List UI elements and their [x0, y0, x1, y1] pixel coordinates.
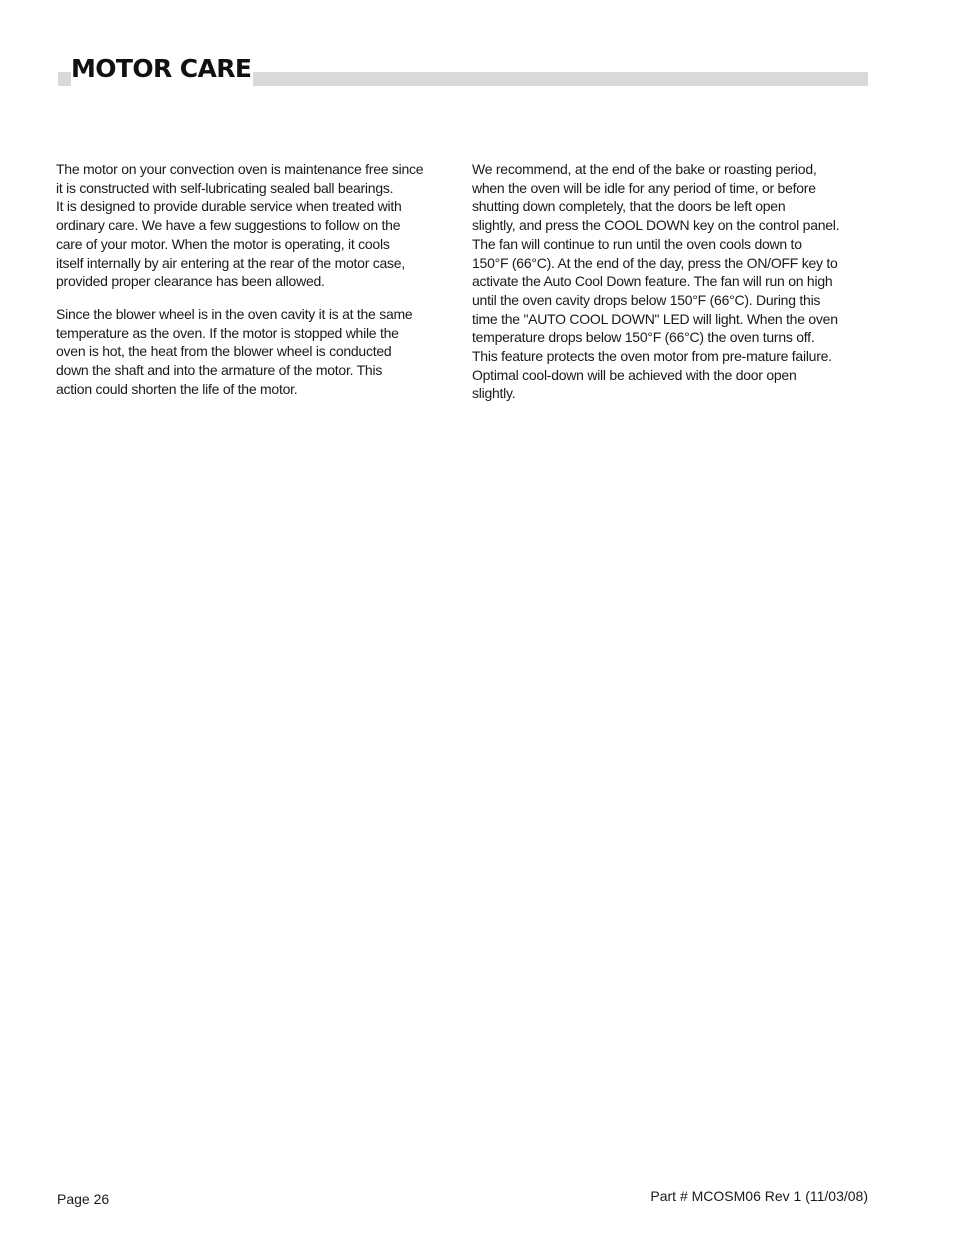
text-line: oven is hot, the heat from the blower wheel is conducted: [56, 343, 392, 360]
text-line: provided proper clearance has been allowed.: [56, 273, 325, 290]
paragraph-blower-wheel: [56, 305, 456, 399]
right-column: [472, 160, 870, 417]
text-line: activate the Auto Cool Down feature. The fan will run on high: [472, 273, 833, 290]
text-line: when the oven will be idle for any period of time, or before: [472, 179, 816, 196]
page-number: Page 26: [57, 1191, 110, 1207]
text-line: temperature as the oven. If the motor is stopped while the: [56, 324, 399, 341]
text-line: It is designed to provide durable service when treated with: [56, 198, 402, 215]
text-line: Optimal cool-down will be achieved with the door open: [472, 366, 797, 383]
text-line: We recommend, at the end of the bake or roasting period,: [472, 161, 817, 177]
text-line: care of your motor. When the motor is operating, it cools: [56, 235, 390, 252]
text-line: temperature drops below 150°F (66°C) the oven turns off.: [472, 329, 815, 346]
text-line: Since the blower wheel is in the oven cavity it is at the same: [56, 305, 413, 322]
left-column: [56, 160, 456, 412]
text-line: it is constructed with self-lubricating sealed ball bearings.: [56, 179, 394, 196]
paragraph-motor-maintenance: [56, 160, 456, 291]
text-line: time the "AUTO COOL DOWN" LED will light. When the oven: [472, 310, 838, 327]
text-line: The motor on your convection oven is maintenance free since: [56, 161, 424, 177]
text-line: 150°F (66°C). At the end of the day, press the ON/OFF key to: [472, 254, 838, 271]
text-line: action could shorten the life of the motor.: [56, 380, 298, 397]
text-line: until the oven cavity drops below 150°F (66°C). During this: [472, 291, 821, 308]
text-line: itself internally by air entering at the rear of the motor case,: [56, 254, 405, 271]
page-title: MOTOR CARE: [71, 52, 253, 86]
part-number: Part # MCOSM06 Rev 1 (11/03/08): [650, 1188, 868, 1204]
text-line: shutting down completely, that the doors be left open: [472, 198, 786, 215]
text-line: The fan will continue to run until the oven cools down to: [472, 235, 802, 252]
text-line: ordinary care. We have a few suggestions to follow on the: [56, 217, 401, 234]
text-line: slightly.: [472, 385, 516, 402]
text-line: down the shaft and into the armature of the motor. This: [56, 362, 383, 379]
paragraph-cool-down: [472, 160, 870, 403]
text-line: slightly, and press the COOL DOWN key on the control panel.: [472, 217, 840, 234]
text-line: This feature protects the oven motor from pre-mature failure.: [472, 348, 832, 365]
